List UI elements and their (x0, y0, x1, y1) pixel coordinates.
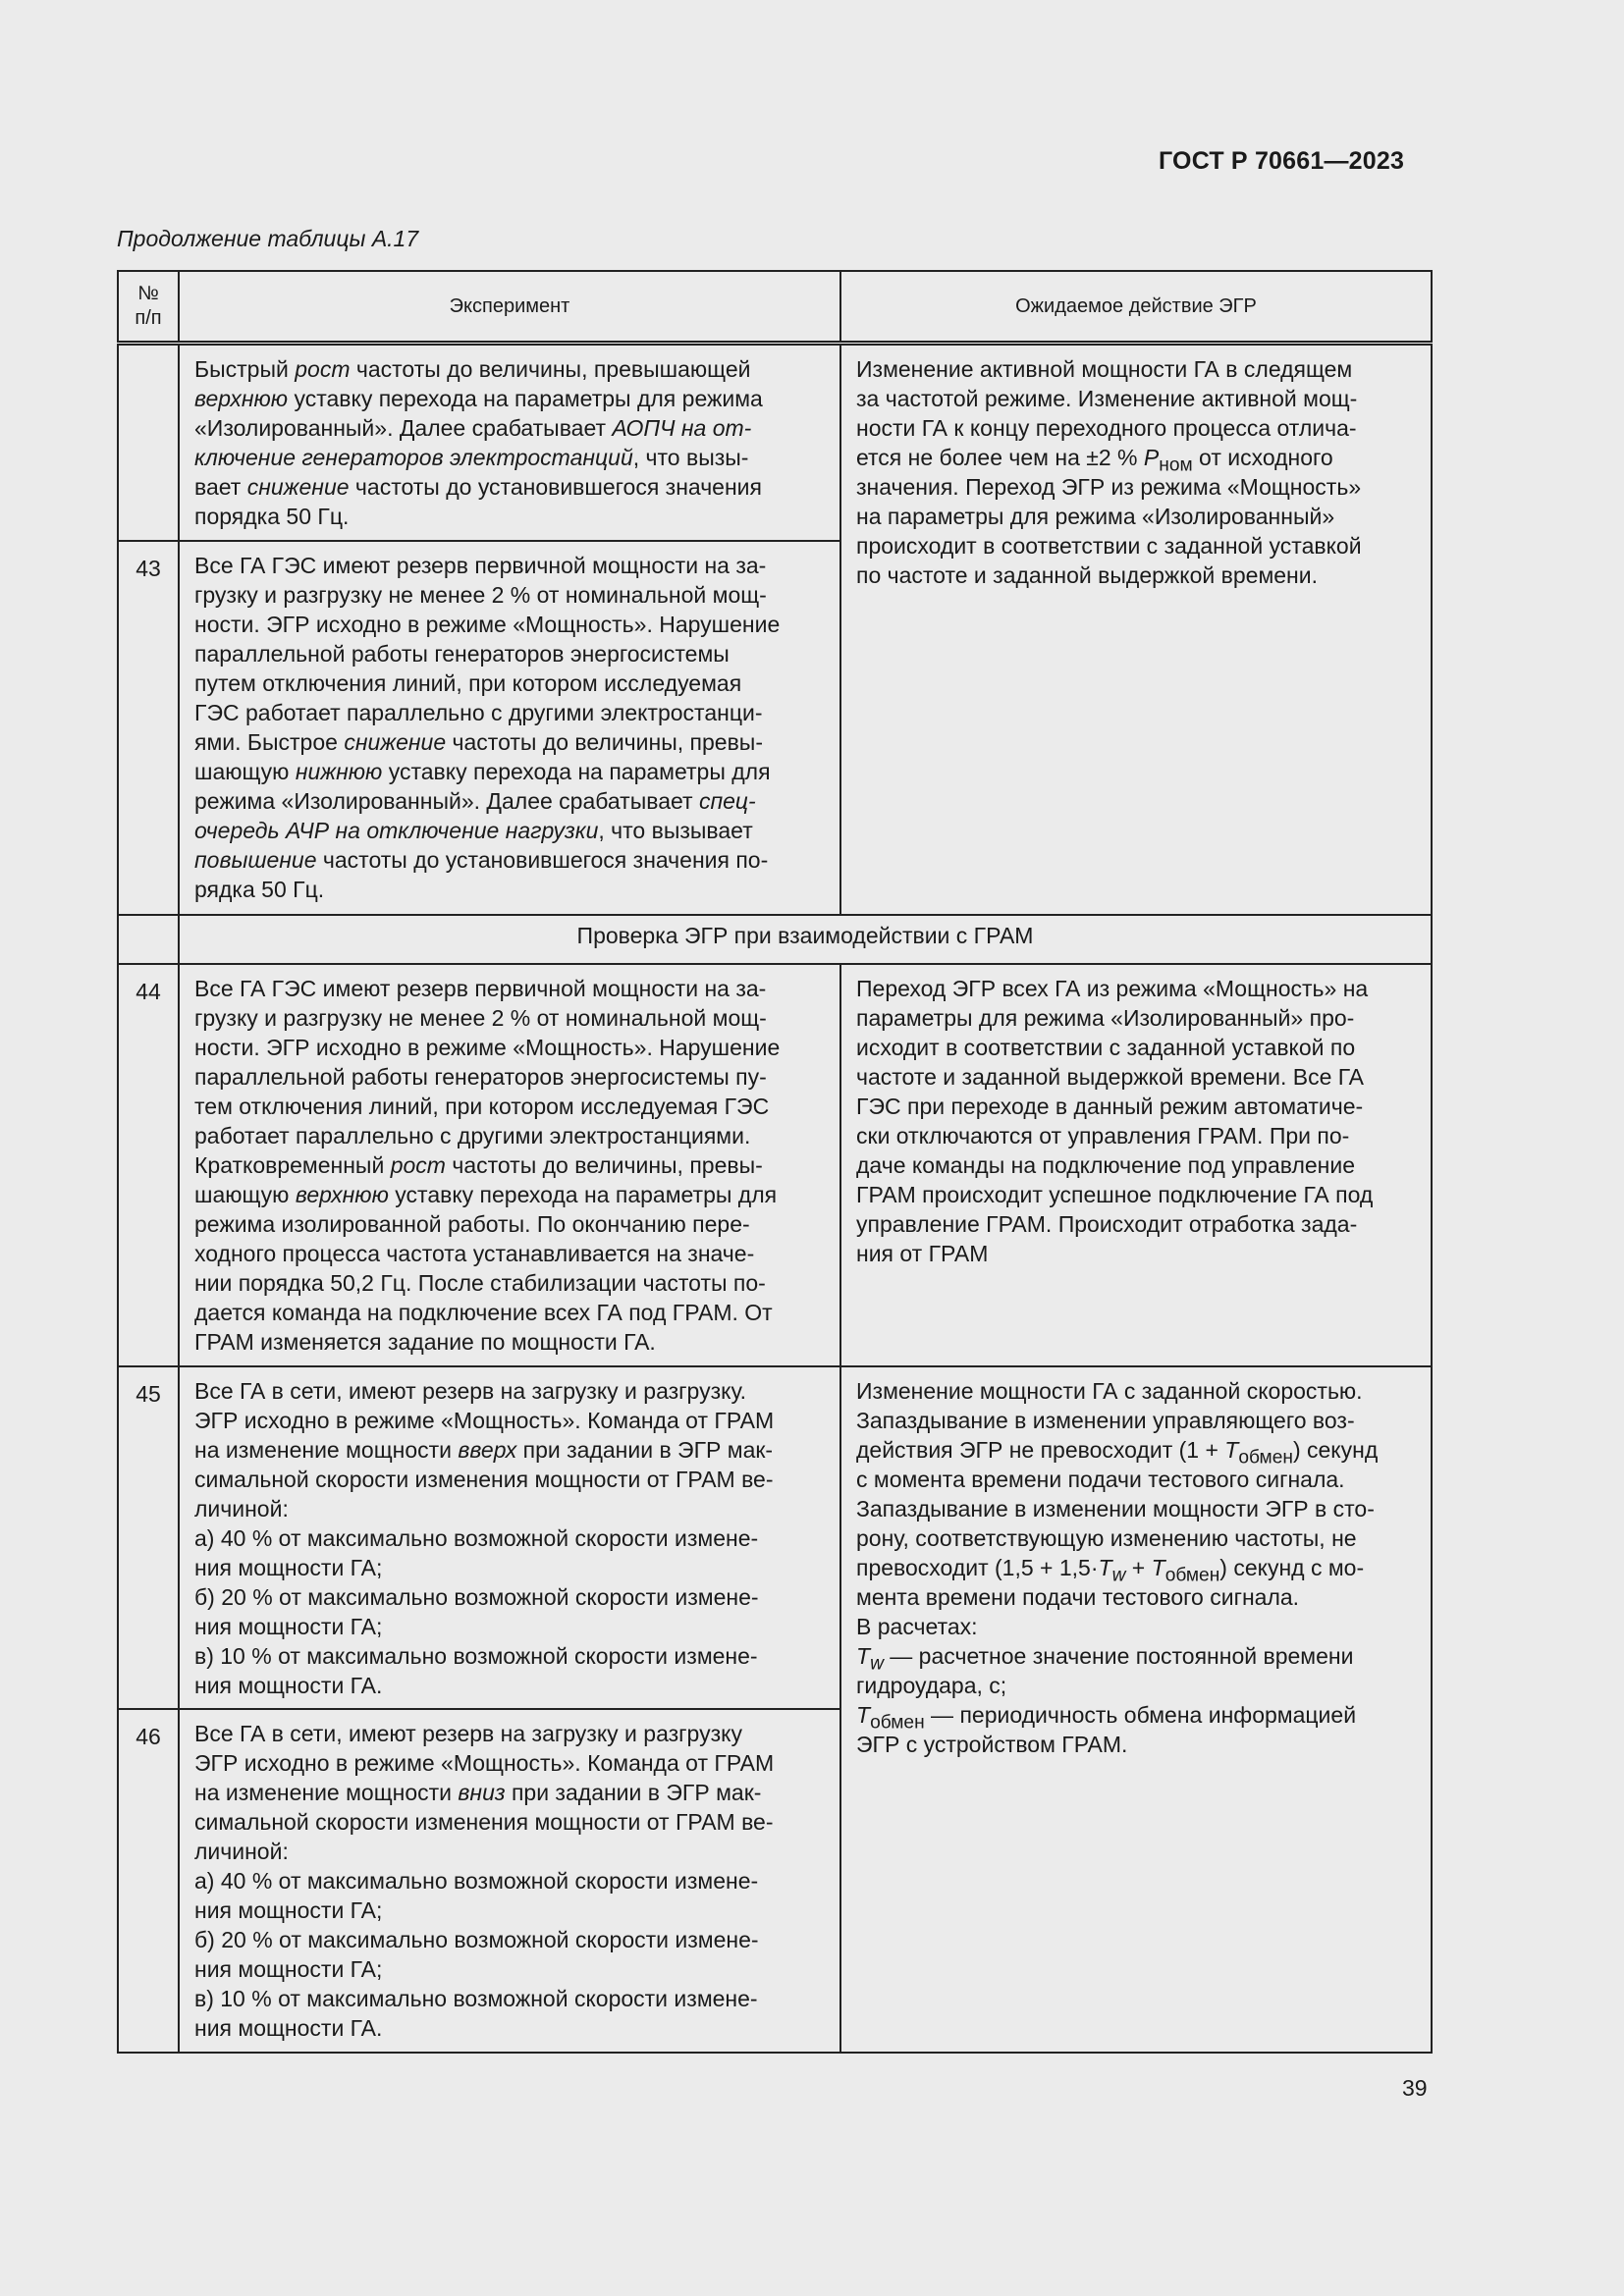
experiment-cell (179, 541, 840, 915)
text-line: ГРАМ происходит успешное подключение ГА под (856, 1181, 1374, 1207)
text-line: ГРАМ изменяется задание по мощности ГА. (194, 1328, 656, 1355)
experiment-cell (179, 1366, 840, 1709)
text-line: ности. ЭГР исходно в режиме «Мощность». Нарушение (194, 611, 781, 637)
text-line: $T_w$ — расчетное значение постоянной времени (856, 1642, 1354, 1675)
text-line: шающую нижнюю уставку перехода на параметры для (194, 758, 771, 784)
text-line: управление ГРАМ. Происходит отработка зада- (856, 1210, 1358, 1237)
table-header-row (118, 271, 1432, 344)
text-line: вает снижение частоты до установившегося значения (194, 474, 762, 500)
text-line: частоте и заданной выдержкой времени. Все ГА (856, 1063, 1365, 1090)
text-line: Все ГА в сети, имеют резерв на загрузку и разгрузку (194, 1720, 742, 1746)
text-line: в) 10 % от максимально возможной скорости измене- (194, 1985, 758, 2011)
section-title: Проверка ЭГР при взаимодействии с ГРАМ (179, 915, 1432, 964)
text-line: рядка 50 Гц. (194, 876, 325, 902)
text-line: личиной: (194, 1838, 289, 1864)
text-line: Переход ЭГР всех ГА из режима «Мощность» на (856, 975, 1369, 1001)
text-line: б) 20 % от максимально возможной скорости измене- (194, 1926, 759, 1952)
row-number (118, 344, 179, 541)
text-line: по частоте и заданной выдержкой времени. (856, 562, 1318, 588)
text-line: «Изолированный». Далее срабатывает АОПЧ на от- (194, 415, 752, 441)
text-line: Изменение активной мощности ГА в следящем (856, 356, 1353, 382)
experiment-cell (179, 964, 840, 1366)
text-line: ЭГР исходно в режиме «Мощность». Команда от ГРАМ (194, 1749, 775, 1776)
text-line: Все ГА ГЭС имеют резерв первичной мощности на за- (194, 975, 767, 1001)
text-line: ния мощности ГА; (194, 1554, 383, 1580)
text-line: рону, соответствующую изменению частоты, не (856, 1524, 1357, 1551)
text-line: верхнюю уставку перехода на параметры для режима (194, 386, 763, 411)
row-number: 44 (118, 964, 179, 1366)
header-num: № п/п (118, 271, 179, 344)
action-cell (840, 344, 1432, 915)
text-line: гидроудара, с; (856, 1672, 1007, 1698)
text-line: даче команды на подключение под управление (856, 1151, 1355, 1178)
text-line: Запаздывание в изменении управляющего воз- (856, 1407, 1355, 1433)
text-line: ния мощности ГА. (194, 2014, 383, 2041)
text-line: ния мощности ГА; (194, 1955, 383, 1982)
text-line: Все ГА в сети, имеют резерв на загрузку и разгрузку. (194, 1377, 747, 1404)
text-line: $T_{обмен}$ — периодичность обмена информацией (856, 1701, 1357, 1734)
text-line: на изменение мощности вниз при задании в ЭГР мак- (194, 1779, 762, 1805)
section-empty-cell (118, 915, 179, 964)
text-line: параллельной работы генераторов энергосистемы пу- (194, 1063, 767, 1090)
row-number: 46 (118, 1709, 179, 2053)
text-line: с момента времени подачи тестового сигнала. (856, 1466, 1345, 1492)
text-line: ЭГР с устройством ГРАМ. (856, 1731, 1128, 1757)
text-line: очередь АЧР на отключение нагрузки, что вызывает (194, 817, 753, 843)
text-line: Запаздывание в изменении мощности ЭГР в сто- (856, 1495, 1375, 1522)
text-line: на изменение мощности вверх при задании в ЭГР мак- (194, 1436, 774, 1463)
header-action: Ожидаемое действие ЭГР (840, 271, 1432, 344)
text-line: а) 40 % от максимально возможной скорости измене- (194, 1867, 759, 1894)
action-cell (840, 1366, 1432, 2053)
text-line: путем отключения линий, при котором исследуемая (194, 669, 742, 696)
text-line: режима «Изолированный». Далее срабатывает спец- (194, 787, 756, 814)
text-line: Быстрый рост частоты до величины, превышающей (194, 356, 751, 382)
text-line: ности ГА к концу переходного процесса отлича- (856, 415, 1357, 441)
text-line: ния от ГРАМ (856, 1240, 989, 1266)
text-line: В расчетах: (856, 1613, 978, 1639)
text-line: а) 40 % от максимально возможной скорости измене- (194, 1524, 759, 1551)
text-line: ями. Быстрое снижение частоты до величины, превы- (194, 728, 763, 755)
text-line: грузку и разгрузку не менее 2 % от номинальной мощ- (194, 581, 767, 608)
text-line: параметры для режима «Изолированный» про- (856, 1004, 1355, 1031)
text-line: происходит в соответствии с заданной уставкой (856, 533, 1362, 559)
text-line: мента времени подачи тестового сигнала. (856, 1583, 1300, 1610)
table-row (118, 1366, 1432, 1709)
text-line: значения. Переход ЭГР из режима «Мощность» (856, 474, 1362, 500)
text-line: ния мощности ГА. (194, 1672, 383, 1698)
text-line: Кратковременный рост частоты до величины, превы- (194, 1151, 763, 1178)
section-row (118, 915, 1432, 964)
text-line: Все ГА ГЭС имеют резерв первичной мощности на за- (194, 552, 767, 578)
table-caption: Продолжение таблицы А.17 (117, 226, 419, 251)
row-number: 45 (118, 1366, 179, 1709)
row-number: 43 (118, 541, 179, 915)
text-line: режима изолированной работы. По окончанию пере- (194, 1210, 750, 1237)
text-line: симальной скорости изменения мощности от ГРАМ ве- (194, 1808, 774, 1835)
text-line: ния мощности ГА; (194, 1613, 383, 1639)
text-line: порядка 50 Гц. (194, 504, 350, 529)
text-line: исходит в соответствии с заданной уставкой по (856, 1034, 1356, 1060)
requirements-table (117, 270, 1433, 2054)
experiment-cell (179, 344, 840, 541)
text-line: личиной: (194, 1495, 289, 1522)
table-row (118, 344, 1432, 541)
text-line: б) 20 % от максимально возможной скорости измене- (194, 1583, 759, 1610)
header-experiment: Эксперимент (179, 271, 840, 344)
text-line: нии порядка 50,2 Гц. После стабилизации частоты по- (194, 1269, 766, 1296)
text-line: на параметры для режима «Изолированный» (856, 504, 1335, 529)
text-line: дается команда на подключение всех ГА под ГРАМ. От (194, 1299, 773, 1325)
text-line: шающую верхнюю уставку перехода на параметры для (194, 1181, 778, 1207)
text-line: ЭГР исходно в режиме «Мощность». Команда от ГРАМ (194, 1407, 775, 1433)
text-line: ния мощности ГА; (194, 1896, 383, 1923)
text-line: тем отключения линий, при котором исследуемая ГЭС (194, 1093, 770, 1119)
experiment-cell (179, 1709, 840, 2053)
text-line: повышение частоты до установившегося значения по- (194, 846, 769, 873)
text-line: превосходит $(1,5 + 1,5\cdot T_w + T_{обмен})$ секунд с мо- (856, 1554, 1365, 1586)
text-line: в) 10 % от максимально возможной скорости измене- (194, 1642, 758, 1669)
text-line: Изменение мощности ГА с заданной скоростью. (856, 1377, 1363, 1404)
text-line: работает параллельно с другими электростанциями. (194, 1122, 751, 1148)
action-cell (840, 964, 1432, 1366)
document-code: ГОСТ Р 70661—2023 (1159, 147, 1405, 175)
text-line: ходного процесса частота устанавливается на значе- (194, 1240, 755, 1266)
text-line: ГЭС работает параллельно с другими электростанци- (194, 699, 763, 725)
text-line: грузку и разгрузку не менее 2 % от номинальной мощ- (194, 1004, 767, 1031)
text-line: параллельной работы генераторов энергосистемы (194, 640, 730, 667)
table-row (118, 964, 1432, 1366)
page-number: 39 (1402, 2075, 1428, 2101)
text-line: симальной скорости изменения мощности от ГРАМ ве- (194, 1466, 774, 1492)
text-line: ГЭС при переходе в данный режим автоматиче- (856, 1093, 1364, 1119)
text-line: ски отключаются от управления ГРАМ. При по- (856, 1122, 1350, 1148)
text-line: ется не более чем на ±2 % $P_{ном}$ от исходного (856, 445, 1333, 476)
text-line: действия ЭГР не превосходит $(1 + T_{обмен})$ секунд (856, 1436, 1379, 1468)
text-line: ключение генераторов электростанций, что вызы- (194, 445, 749, 470)
text-line: за частотой режиме. Изменение активной мощ- (856, 386, 1358, 411)
text-line: ности. ЭГР исходно в режиме «Мощность». Нарушение (194, 1034, 781, 1060)
